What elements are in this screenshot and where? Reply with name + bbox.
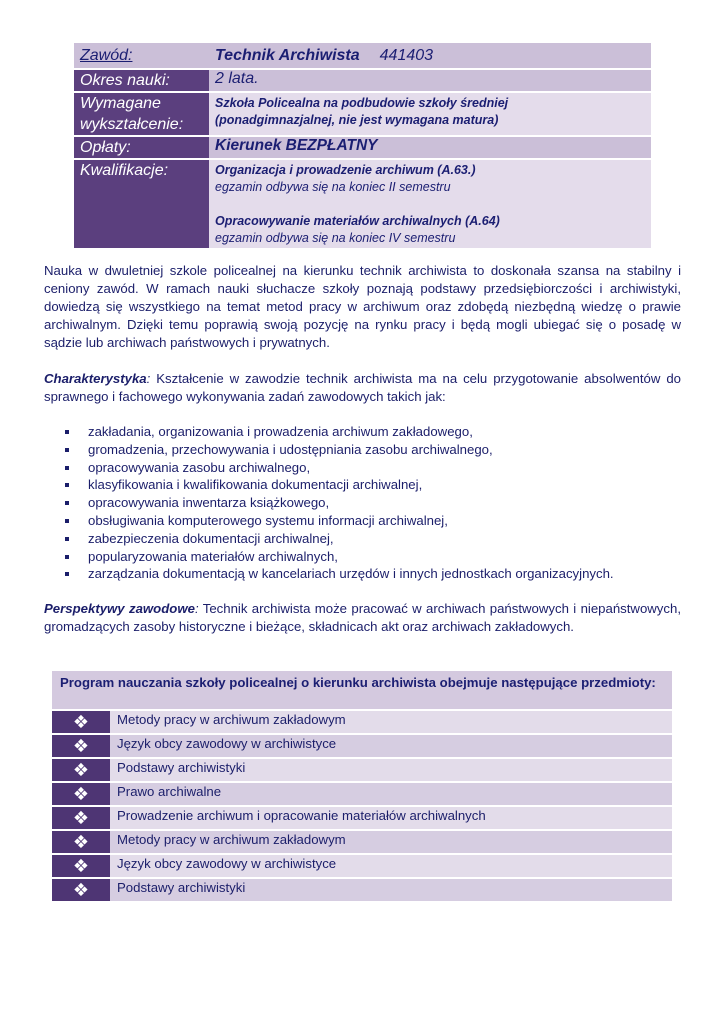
subject-row — [52, 782, 672, 806]
subject-row — [52, 830, 672, 854]
square-bullet-icon — [65, 519, 69, 523]
program-header-row — [52, 671, 672, 710]
task-text: zarządzania dokumentacją w kancelariach urzędów i innych jednostkach organizacyjnych. — [88, 566, 614, 582]
qualification-1-title: Organizacja i prowadzenie archiwum (A.63.) — [215, 163, 476, 177]
square-bullet-icon — [65, 537, 69, 541]
subject-name: Metody pracy w archiwum zakładowym — [110, 830, 672, 854]
zawod-label: Zawód: — [74, 43, 209, 69]
square-bullet-icon — [65, 448, 69, 452]
zawod-value: Technik Archiwista 441403 — [209, 43, 651, 69]
info-row-kwalifikacje — [74, 159, 651, 249]
zawod-code: 441403 — [379, 47, 434, 64]
task-item — [60, 423, 614, 441]
task-item — [60, 548, 614, 566]
task-item — [60, 530, 614, 548]
square-bullet-icon — [65, 572, 69, 576]
subject-row — [52, 758, 672, 782]
square-bullet-icon — [65, 466, 69, 470]
four-diamond-icon: ❖ — [52, 710, 110, 734]
task-item — [60, 441, 614, 459]
four-diamond-icon: ❖ — [52, 854, 110, 878]
subject-row — [52, 878, 672, 902]
task-text: obsługiwania komputerowego systemu informacji archiwalnej, — [88, 512, 448, 528]
task-text: popularyzowania materiałów archiwalnych, — [88, 548, 338, 564]
four-diamond-icon: ❖ — [52, 878, 110, 902]
okres-label: Okres nauki: — [74, 69, 209, 92]
subject-name: Podstawy archiwistyki — [110, 878, 672, 902]
four-diamond-icon: ❖ — [52, 830, 110, 854]
wymagane-value: Szkoła Policealna na podbudowie szkoły średniej (ponadgimnazjalnej, nie jest wymagana matura) — [209, 92, 651, 136]
info-row-okres — [74, 69, 651, 92]
task-item — [60, 494, 614, 512]
task-item — [60, 565, 614, 583]
kwalifikacje-value — [209, 159, 651, 249]
square-bullet-icon — [65, 501, 69, 505]
okres-value: 2 lata. — [209, 69, 651, 92]
perspectives-paragraph: Perspektywy zawodowe: Technik archiwista może pracować w archiwach państwowych i niepaństwowych, gromadzących zasoby historyczne i bieżące, składnicach akt oraz archiwach zakładowych. — [44, 601, 681, 634]
oplaty-label: Opłaty: — [74, 136, 209, 159]
info-row-oplaty — [74, 136, 651, 159]
square-bullet-icon — [65, 555, 69, 559]
four-diamond-icon: ❖ — [52, 782, 110, 806]
qualification-2-note: egzamin odbywa się na koniec IV semestru — [215, 231, 456, 245]
task-text: opracowywania zasobu archiwalnego, — [88, 459, 311, 475]
perspectives-label: Perspektywy zawodowe — [44, 601, 195, 616]
task-text: zabezpieczenia dokumentacji archiwalnej, — [88, 530, 334, 546]
subject-row — [52, 806, 672, 830]
subject-name: Język obcy zawodowy w archiwistyce — [110, 734, 672, 758]
wymagane-label: Wymagane wykształcenie: — [74, 92, 209, 136]
oplaty-value: Kierunek BEZPŁATNY — [209, 136, 651, 159]
subject-name: Prowadzenie archiwum i opracowanie materiałów archiwalnych — [110, 806, 672, 830]
characteristics-paragraph: Charakterystyka: Kształcenie w zawodzie technik archiwista ma na celu przygotowanie absolwentów do sprawnego i fachowego wykonywania zadań zawodowych takich jak: — [44, 371, 681, 404]
program-header: Program nauczania szkoły policealnej o kierunku archiwista obejmuje następujące przedmioty: — [52, 671, 672, 710]
four-diamond-icon: ❖ — [52, 806, 110, 830]
four-diamond-icon: ❖ — [52, 758, 110, 782]
task-text: klasyfikowania i kwalifikowania dokumentacji archiwalnej, — [88, 477, 423, 493]
task-item — [60, 476, 614, 494]
characteristics-label: Charakterystyka — [44, 371, 147, 386]
subject-name: Podstawy archiwistyki — [110, 758, 672, 782]
info-row-zawod — [74, 43, 651, 69]
subject-name: Język obcy zawodowy w archiwistyce — [110, 854, 672, 878]
four-diamond-icon: ❖ — [52, 734, 110, 758]
square-bullet-icon — [65, 430, 69, 434]
task-item — [60, 512, 614, 530]
subject-row — [52, 734, 672, 758]
qualification-2-title: Opracowywanie materiałów archiwalnych (A.64) — [215, 214, 500, 228]
intro-paragraph: Nauka w dwuletniej szkole policealnej na kierunku technik archiwista to doskonała szansa na stabilny i ceniony zawód. W ramach nauki słuchacze szkoły poznają podstawy przedsiębiorczości i archiwistyki, dowiedzą się wszystkiego na temat metod pracy w archiwum oraz zdobędą niezbędną wiedzę o prawie archiwalnym. Dzięki temu poprawią swoją pozycję na rynku pracy i będą mogli ubiegać się o posadę w sądzie lub archiwach państwowych i prywatnych. — [44, 263, 681, 350]
task-text: gromadzenia, przechowywania i udostępniania zasobu archiwalnego, — [88, 441, 493, 457]
tasks-list — [60, 423, 614, 583]
subject-row — [52, 710, 672, 734]
subject-row — [52, 854, 672, 878]
task-text: zakładania, organizowania i prowadzenia archiwum zakładowego, — [88, 424, 473, 439]
subject-name: Metody pracy w archiwum zakładowym — [110, 710, 672, 734]
subject-name: Prawo archiwalne — [110, 782, 672, 806]
task-text: opracowywania inwentarza książkowego, — [88, 495, 330, 511]
square-bullet-icon — [65, 483, 69, 487]
info-table — [74, 43, 651, 250]
task-item — [60, 459, 614, 477]
qualification-1-note: egzamin odbywa się na koniec II semestru — [215, 180, 451, 194]
program-table — [52, 671, 672, 903]
kwalifikacje-label: Kwalifikacje: — [74, 159, 209, 249]
info-row-wymagane — [74, 92, 651, 136]
